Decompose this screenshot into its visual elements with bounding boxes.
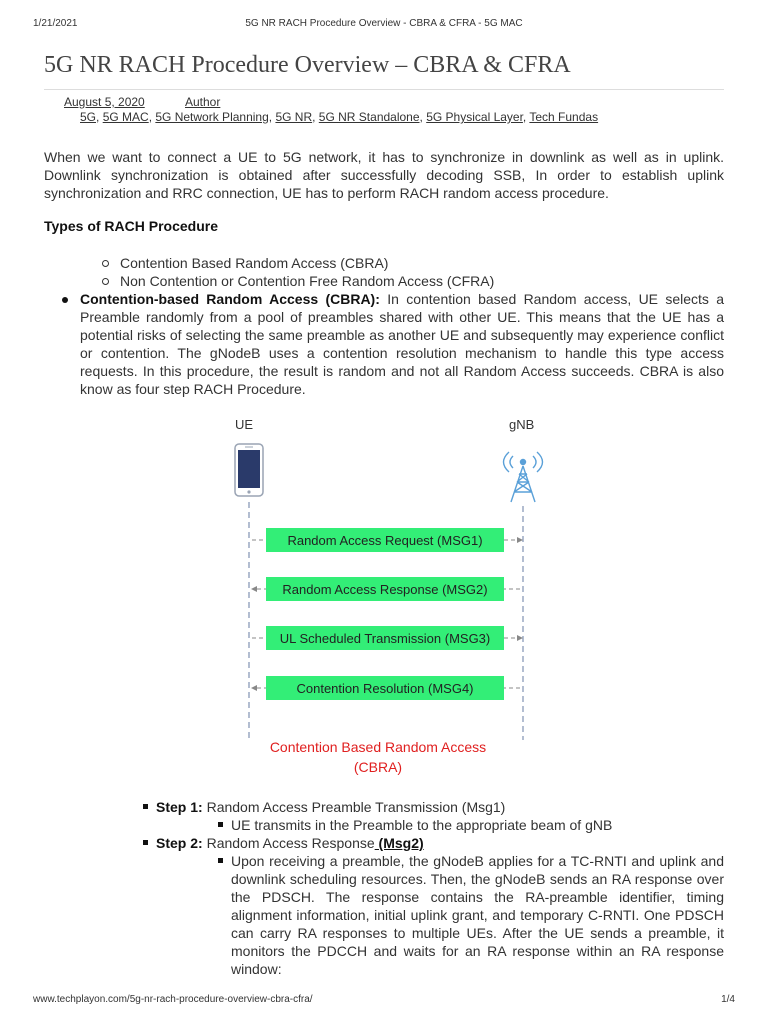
- article-title: 5G NR RACH Procedure Overview – CBRA & CFRA: [44, 52, 571, 78]
- step-title: Random Access Preamble Transmission (Msg1): [202, 799, 506, 815]
- tag-link[interactable]: 5G: [80, 110, 97, 124]
- ue-label: UE: [235, 417, 254, 432]
- intro-paragraph: When we want to connect a UE to 5G network, it has to synchronize in downlink as well as in uplink. Downlink synchronization is obtained after successfully decoding SSB, In order to establish uplink synchronization and RRC connection, UE has to perform RACH random access procedure.: [44, 149, 724, 201]
- message-label: Contention Resolution (MSG4): [296, 681, 474, 696]
- gnb-label: gNB: [509, 417, 535, 432]
- cbra-sequence-diagram: [200, 412, 560, 780]
- step-detail: [231, 852, 724, 978]
- tag-list: 5G, 5G MAC, 5G Network Planning, 5G NR, 5G NR Standalone, 5G Physical Layer, Tech Fundas: [80, 110, 599, 124]
- diagram-caption: Contention Based Random Access: [269, 739, 487, 755]
- message-label: Random Access Request (MSG1): [287, 533, 483, 548]
- print-page-title: 5G NR RACH Procedure Overview - CBRA & CFRA - 5G MAC: [245, 18, 523, 29]
- cbra-label: Contention-based Random Access (CBRA):: [80, 291, 380, 307]
- step-label: Step 2:: [156, 835, 203, 851]
- step-item: [156, 834, 724, 852]
- bullet-icon: [143, 840, 148, 845]
- step-item: [156, 798, 724, 816]
- message-label: UL Scheduled Transmission (MSG3): [279, 631, 491, 646]
- page-number: 1/4: [721, 994, 735, 1005]
- message-4: [252, 676, 520, 700]
- cbra-paragraph: [80, 290, 724, 398]
- message-2: [252, 577, 520, 601]
- step-detail-text: UE transmits in the Preamble to the appropriate beam of gNB: [231, 817, 613, 833]
- cbra-description: In contention based Random access, UE selects a Preamble randomly from a pool of preambles shared with other UE. This means that the UE has a potential risks of selecting the same preamble as another UE and subsequently may experience conflict or contention. The gNodeB uses a contention resolution mechanism to handle this type access requests. In this procedure, the result is random and not all Random Access succeeds. CBRA is also know as four step RACH Procedure.: [80, 291, 724, 397]
- tag-link[interactable]: 5G NR Standalone: [318, 110, 420, 124]
- tag-link[interactable]: 5G NR: [275, 110, 313, 124]
- phone-icon: [235, 444, 263, 496]
- post-date-link[interactable]: August 5, 2020: [64, 95, 145, 109]
- rach-types-list: [100, 254, 494, 290]
- print-url: www.techplayon.com/5g-nr-rach-procedure-overview-cbra-cfra/: [33, 994, 313, 1005]
- step-detail-text: Upon receiving a preamble, the gNodeB applies for a TC-RNTI and uplink and downlink scheduling resources. Then, the gNodeB sends an RA response over the PDSCH. The response contains the RA-preamble identifier, timing alignment information, initial uplink grant, and temporary C-RNTI. One PDSCH can carry RA responses to multiple UEs. After the UE sends a preamble, it monitors the PDCCH and waits for an RA response within an RA response window:: [231, 853, 724, 977]
- section-heading: Types of RACH Procedure: [44, 218, 218, 234]
- tag-link[interactable]: 5G Physical Layer: [426, 110, 523, 124]
- bullet-icon: [218, 822, 223, 827]
- tag-link[interactable]: 5G MAC: [102, 110, 149, 124]
- title-divider: [44, 89, 724, 90]
- list-item: Contention Based Random Access (CBRA): [100, 254, 494, 272]
- bullet-icon: [143, 804, 148, 809]
- steps-list: [156, 798, 724, 978]
- list-item: Non Contention or Contention Free Random Access (CFRA): [100, 272, 494, 290]
- author-link[interactable]: Author: [185, 95, 221, 109]
- cell-tower-icon: [504, 452, 543, 502]
- bullet-icon: [62, 297, 68, 303]
- step-title: Random Access Response: [202, 835, 375, 851]
- post-meta: [64, 95, 221, 109]
- message-1: [252, 528, 522, 552]
- message-3: [252, 626, 522, 650]
- bullet-icon: [218, 858, 223, 863]
- step-label: Step 1:: [156, 799, 203, 815]
- step-title-suffix: (Msg2): [374, 835, 424, 851]
- step-detail: [231, 816, 724, 834]
- print-date: 1/21/2021: [33, 18, 78, 29]
- diagram-caption: (CBRA): [353, 759, 403, 775]
- tag-link[interactable]: Tech Fundas: [529, 110, 599, 124]
- message-label: Random Access Response (MSG2): [282, 582, 488, 597]
- tag-link[interactable]: 5G Network Planning: [155, 110, 269, 124]
